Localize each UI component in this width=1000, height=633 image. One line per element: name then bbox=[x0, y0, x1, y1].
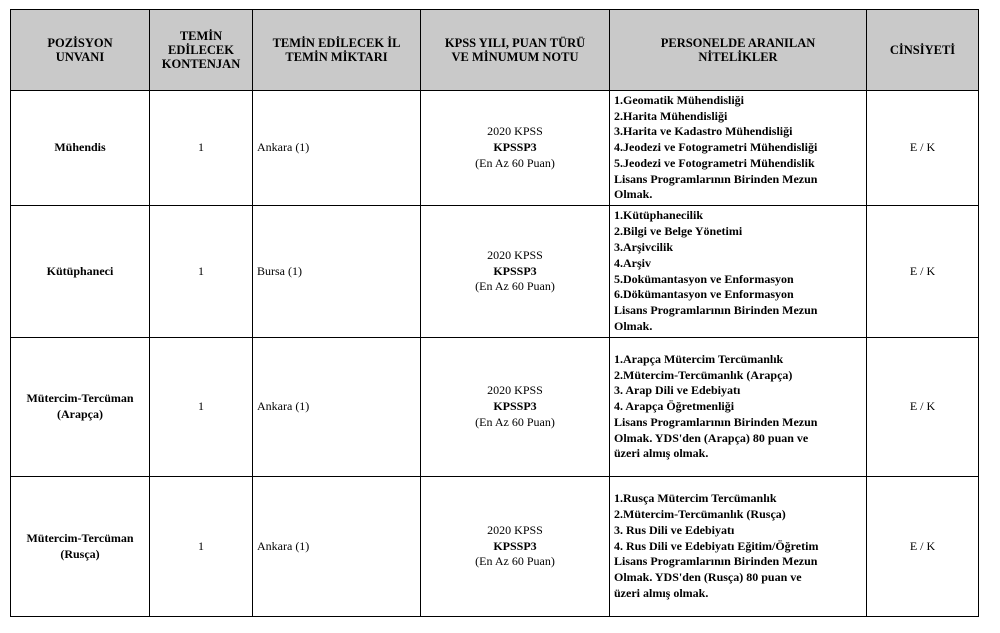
kontenjan-cell: 1 bbox=[150, 206, 253, 338]
pozisyon-cell bbox=[11, 477, 150, 617]
nitelik-line: Olmak. YDS'den (Rusça) 80 puan ve bbox=[614, 570, 802, 585]
table-row bbox=[11, 206, 979, 338]
nitelik-line: 4. Arapça Öğretmenliği bbox=[614, 399, 735, 414]
header-line: VE MİNUMUM NOTU bbox=[451, 50, 579, 64]
kpss-score-type: KPSSP3 bbox=[493, 140, 537, 155]
nitelik-line: Olmak. bbox=[614, 187, 653, 202]
nitelik-line: Olmak. bbox=[614, 318, 653, 333]
pozisyon-line: Mütercim-Tercüman bbox=[26, 391, 134, 406]
header-pozisyon bbox=[11, 10, 150, 91]
pozisyon-cell bbox=[11, 206, 150, 338]
kpss-year: 2020 KPSS bbox=[487, 124, 543, 139]
header-miktar bbox=[253, 10, 421, 91]
kpss-cell bbox=[421, 477, 610, 617]
nitelikler-cell bbox=[610, 206, 867, 338]
header-line: TEMİN EDİLECEK İL bbox=[272, 36, 401, 50]
nitelik-line: Olmak. YDS'den (Arapça) 80 puan ve bbox=[614, 430, 809, 445]
table-row bbox=[11, 477, 979, 617]
pozisyon-line: Mühendis bbox=[54, 140, 106, 155]
header-line: CİNSİYETİ bbox=[889, 43, 956, 57]
miktar-cell: Ankara (1) bbox=[253, 91, 421, 206]
kpss-minimum: (En Az 60 Puan) bbox=[475, 155, 555, 170]
header-line: TEMİN MİKTARI bbox=[285, 50, 388, 64]
miktar-cell: Bursa (1) bbox=[253, 206, 421, 338]
nitelik-line: 4. Rus Dili ve Edebiyatı Eğitim/Öğretim bbox=[614, 538, 819, 553]
header-line: POZİSYON bbox=[47, 36, 113, 50]
kpss-minimum: (En Az 60 Puan) bbox=[475, 554, 555, 569]
nitelik-line: 3. Rus Dili ve Edebiyatı bbox=[614, 522, 735, 537]
nitelik-line: 2.Harita Mühendisliği bbox=[614, 108, 728, 123]
kpss-minimum: (En Az 60 Puan) bbox=[475, 414, 555, 429]
kpss-minimum: (En Az 60 Puan) bbox=[475, 279, 555, 294]
header-line: UNVANI bbox=[55, 50, 105, 64]
kpss-score-type: KPSSP3 bbox=[493, 399, 537, 414]
kpss-score-type: KPSSP3 bbox=[493, 538, 537, 553]
kpss-score-type: KPSSP3 bbox=[493, 263, 537, 278]
pozisyon-line: (Arapça) bbox=[57, 407, 103, 421]
nitelik-line: 1.Kütüphanecilik bbox=[614, 208, 704, 223]
nitelik-line: 2.Bilgi ve Belge Yönetimi bbox=[614, 224, 743, 239]
kpss-cell bbox=[421, 206, 610, 338]
nitelik-line: 5.Dokümantasyon ve Enformasyon bbox=[614, 271, 794, 286]
nitelik-line: 3. Arap Dili ve Edebiyatı bbox=[614, 383, 741, 398]
header-line: KPSS YILI, PUAN TÜRÜ bbox=[444, 36, 586, 50]
table-body bbox=[11, 91, 979, 617]
pozisyon-line: Kütüphaneci bbox=[46, 263, 114, 278]
kpss-year: 2020 KPSS bbox=[487, 383, 543, 398]
header-row bbox=[11, 10, 979, 91]
kpss-year: 2020 KPSS bbox=[487, 247, 543, 262]
cinsiyet-cell: E / K bbox=[867, 206, 979, 338]
kontenjan-cell: 1 bbox=[150, 91, 253, 206]
nitelik-line: 1.Arapça Mütercim Tercümanlık bbox=[614, 351, 784, 366]
nitelik-line: 1.Rusça Mütercim Tercümanlık bbox=[614, 491, 777, 506]
table-row bbox=[11, 91, 979, 206]
header-cinsiyet bbox=[867, 10, 979, 91]
cinsiyet-cell: E / K bbox=[867, 338, 979, 477]
positions-table bbox=[10, 9, 979, 617]
miktar-cell: Ankara (1) bbox=[253, 338, 421, 477]
kpss-cell bbox=[421, 91, 610, 206]
cinsiyet-cell: E / K bbox=[867, 477, 979, 617]
miktar-cell: Ankara (1) bbox=[253, 477, 421, 617]
pozisyon-cell bbox=[11, 91, 150, 206]
table-header bbox=[11, 10, 979, 91]
nitelik-line: 2.Mütercim-Tercümanlık (Arapça) bbox=[614, 367, 793, 382]
header-line: TEMİN bbox=[179, 29, 223, 43]
header-line: EDİLECEK bbox=[168, 43, 234, 57]
nitelik-line: Lisans Programlarının Birinden Mezun bbox=[614, 303, 818, 318]
header-kpss bbox=[421, 10, 610, 91]
header-line: NİTELİKLER bbox=[698, 50, 778, 64]
cinsiyet-cell: E / K bbox=[867, 91, 979, 206]
header-kontenjan bbox=[150, 10, 253, 91]
nitelik-line: 2.Mütercim-Tercümanlık (Rusça) bbox=[614, 507, 786, 521]
header-line: PERSONELDE ARANILAN bbox=[660, 36, 816, 50]
nitelik-line: 3.Arşivcilik bbox=[614, 239, 673, 254]
kontenjan-cell: 1 bbox=[150, 338, 253, 477]
nitelik-line: 4.Arşiv bbox=[614, 255, 651, 270]
nitelik-line: Lisans Programlarının Birinden Mezun bbox=[614, 554, 818, 569]
kpss-cell bbox=[421, 338, 610, 477]
nitelik-line: Lisans Programlarının Birinden Mezun bbox=[614, 414, 818, 429]
nitelik-line: Lisans Programlarının Birinden Mezun bbox=[614, 171, 818, 186]
pozisyon-line: Mütercim-Tercüman bbox=[26, 530, 134, 545]
pozisyon-line: (Rusça) bbox=[60, 546, 100, 561]
nitelik-line: üzeri almış olmak. bbox=[614, 446, 709, 461]
nitelik-line: 1.Geomatik Mühendisliği bbox=[614, 92, 745, 107]
nitelikler-cell bbox=[610, 338, 867, 477]
nitelikler-cell bbox=[610, 477, 867, 617]
nitelik-line: üzeri almış olmak. bbox=[614, 585, 709, 600]
pozisyon-cell bbox=[11, 338, 150, 477]
header-line: KONTENJAN bbox=[161, 57, 241, 71]
table-row bbox=[11, 338, 979, 477]
header-nitelikler bbox=[610, 10, 867, 91]
nitelik-line: 3.Harita ve Kadastro Mühendisliği bbox=[614, 124, 793, 139]
kontenjan-cell: 1 bbox=[150, 477, 253, 617]
nitelik-line: 4.Jeodezi ve Fotogrametri Mühendisliği bbox=[614, 140, 818, 155]
nitelik-line: 6.Dökümantasyon ve Enformasyon bbox=[614, 287, 794, 302]
kpss-year: 2020 KPSS bbox=[487, 522, 543, 537]
nitelik-line: 5.Jeodezi ve Fotogrametri Mühendislik bbox=[614, 155, 815, 170]
nitelikler-cell bbox=[610, 91, 867, 206]
